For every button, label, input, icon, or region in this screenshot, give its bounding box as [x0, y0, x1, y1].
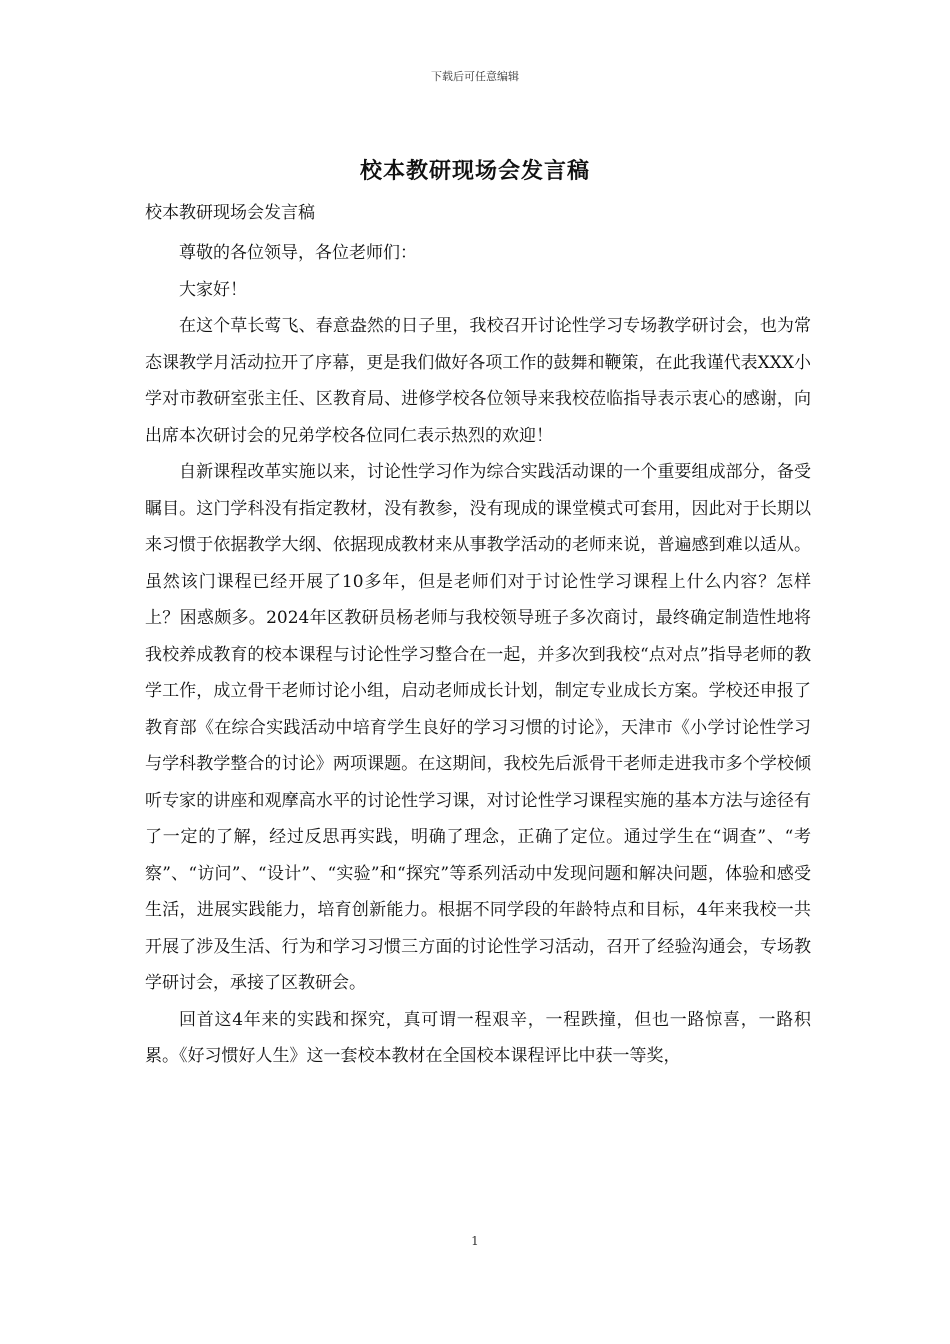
document-title: 校本教研现场会发言稿 [359, 158, 590, 184]
page-number: 1 [471, 1234, 479, 1248]
document-subtitle: 校本教研现场会发言稿 [145, 203, 315, 223]
header-note: 下载后可任意编辑 [431, 70, 519, 83]
paragraph-review: 回首这4年来的实践和探究，真可谓一程艰辛，一程跌撞，但也一路惊喜，一路积累。《好习惯好人生》这一套校本教材在全国校本课程评比中获一等奖， [145, 1009, 811, 1066]
paragraph-welcome: 在这个草长莺飞、春意盎然的日子里，我校召开讨论性学习专场教学研讨会，也为常态课教学月活动拉开了序幕，更是我们做好各项工作的鼓舞和鞭策，在此我谨代表XXX小学对市教研室张主任、区教育局、进修学校各位领导来我校莅临指导表示衷心的感谢，向出席本次研讨会的兄弟学校各位同仁表示热烈的欢迎！ [145, 316, 811, 446]
document-body [145, 198, 811, 1075]
paragraph-greeting: 大家好！ [179, 279, 247, 300]
paragraph-background: 自新课程改革实施以来，讨论性学习作为综合实践活动课的一个重要组成部分，备受瞩目。这门学科没有指定教材，没有教参，没有现成的课堂模式可套用，因此对于长期以来习惯于依据教学大纲、依据现成教材来从事教学活动的老师来说，普遍感到难以适从。虽然该门课程已经开展了10多年，但是老师们对于讨论性学习课程上什么内容？怎样上？困惑颇多。2024年区教研员杨老师与我校领导班子多次商讨，最终确定制造性地将我校养成教育的校本课程与讨论性学习整合在一起，并多次到我校“点对点”指导老师的教学工作，成立骨干老师讨论小组，启动老师成长计划，制定专业成长方案。学校还申报了教育部《在综合实践活动中培育学生良好的学习习惯的讨论》，天津市《小学讨论性学习与学科教学整合的讨论》两项课题。在这期间，我校先后派骨干老师走进我市多个学校倾听专家的讲座和观摩高水平的讨论性学习课，对讨论性学习课程实施的基本方法与途径有了一定的了解，经过反思再实践，明确了理念，正确了定位。通过学生在“调查”、“考察”、“访问”、“设计”、“实验”和“探究”等系列活动中发现问题和解决问题，体验和感受生活，进展实践能力，培育创新能力。根据不同学段的年龄特点和目标，4年来我校一共开展了涉及生活、行为和学习习惯三方面的讨论性学习活动，召开了经验沟通会，专场教学研讨会，承接了区教研会。 [145, 462, 811, 993]
paragraph-salutation: 尊敬的各位领导，各位老师们： [179, 243, 417, 263]
